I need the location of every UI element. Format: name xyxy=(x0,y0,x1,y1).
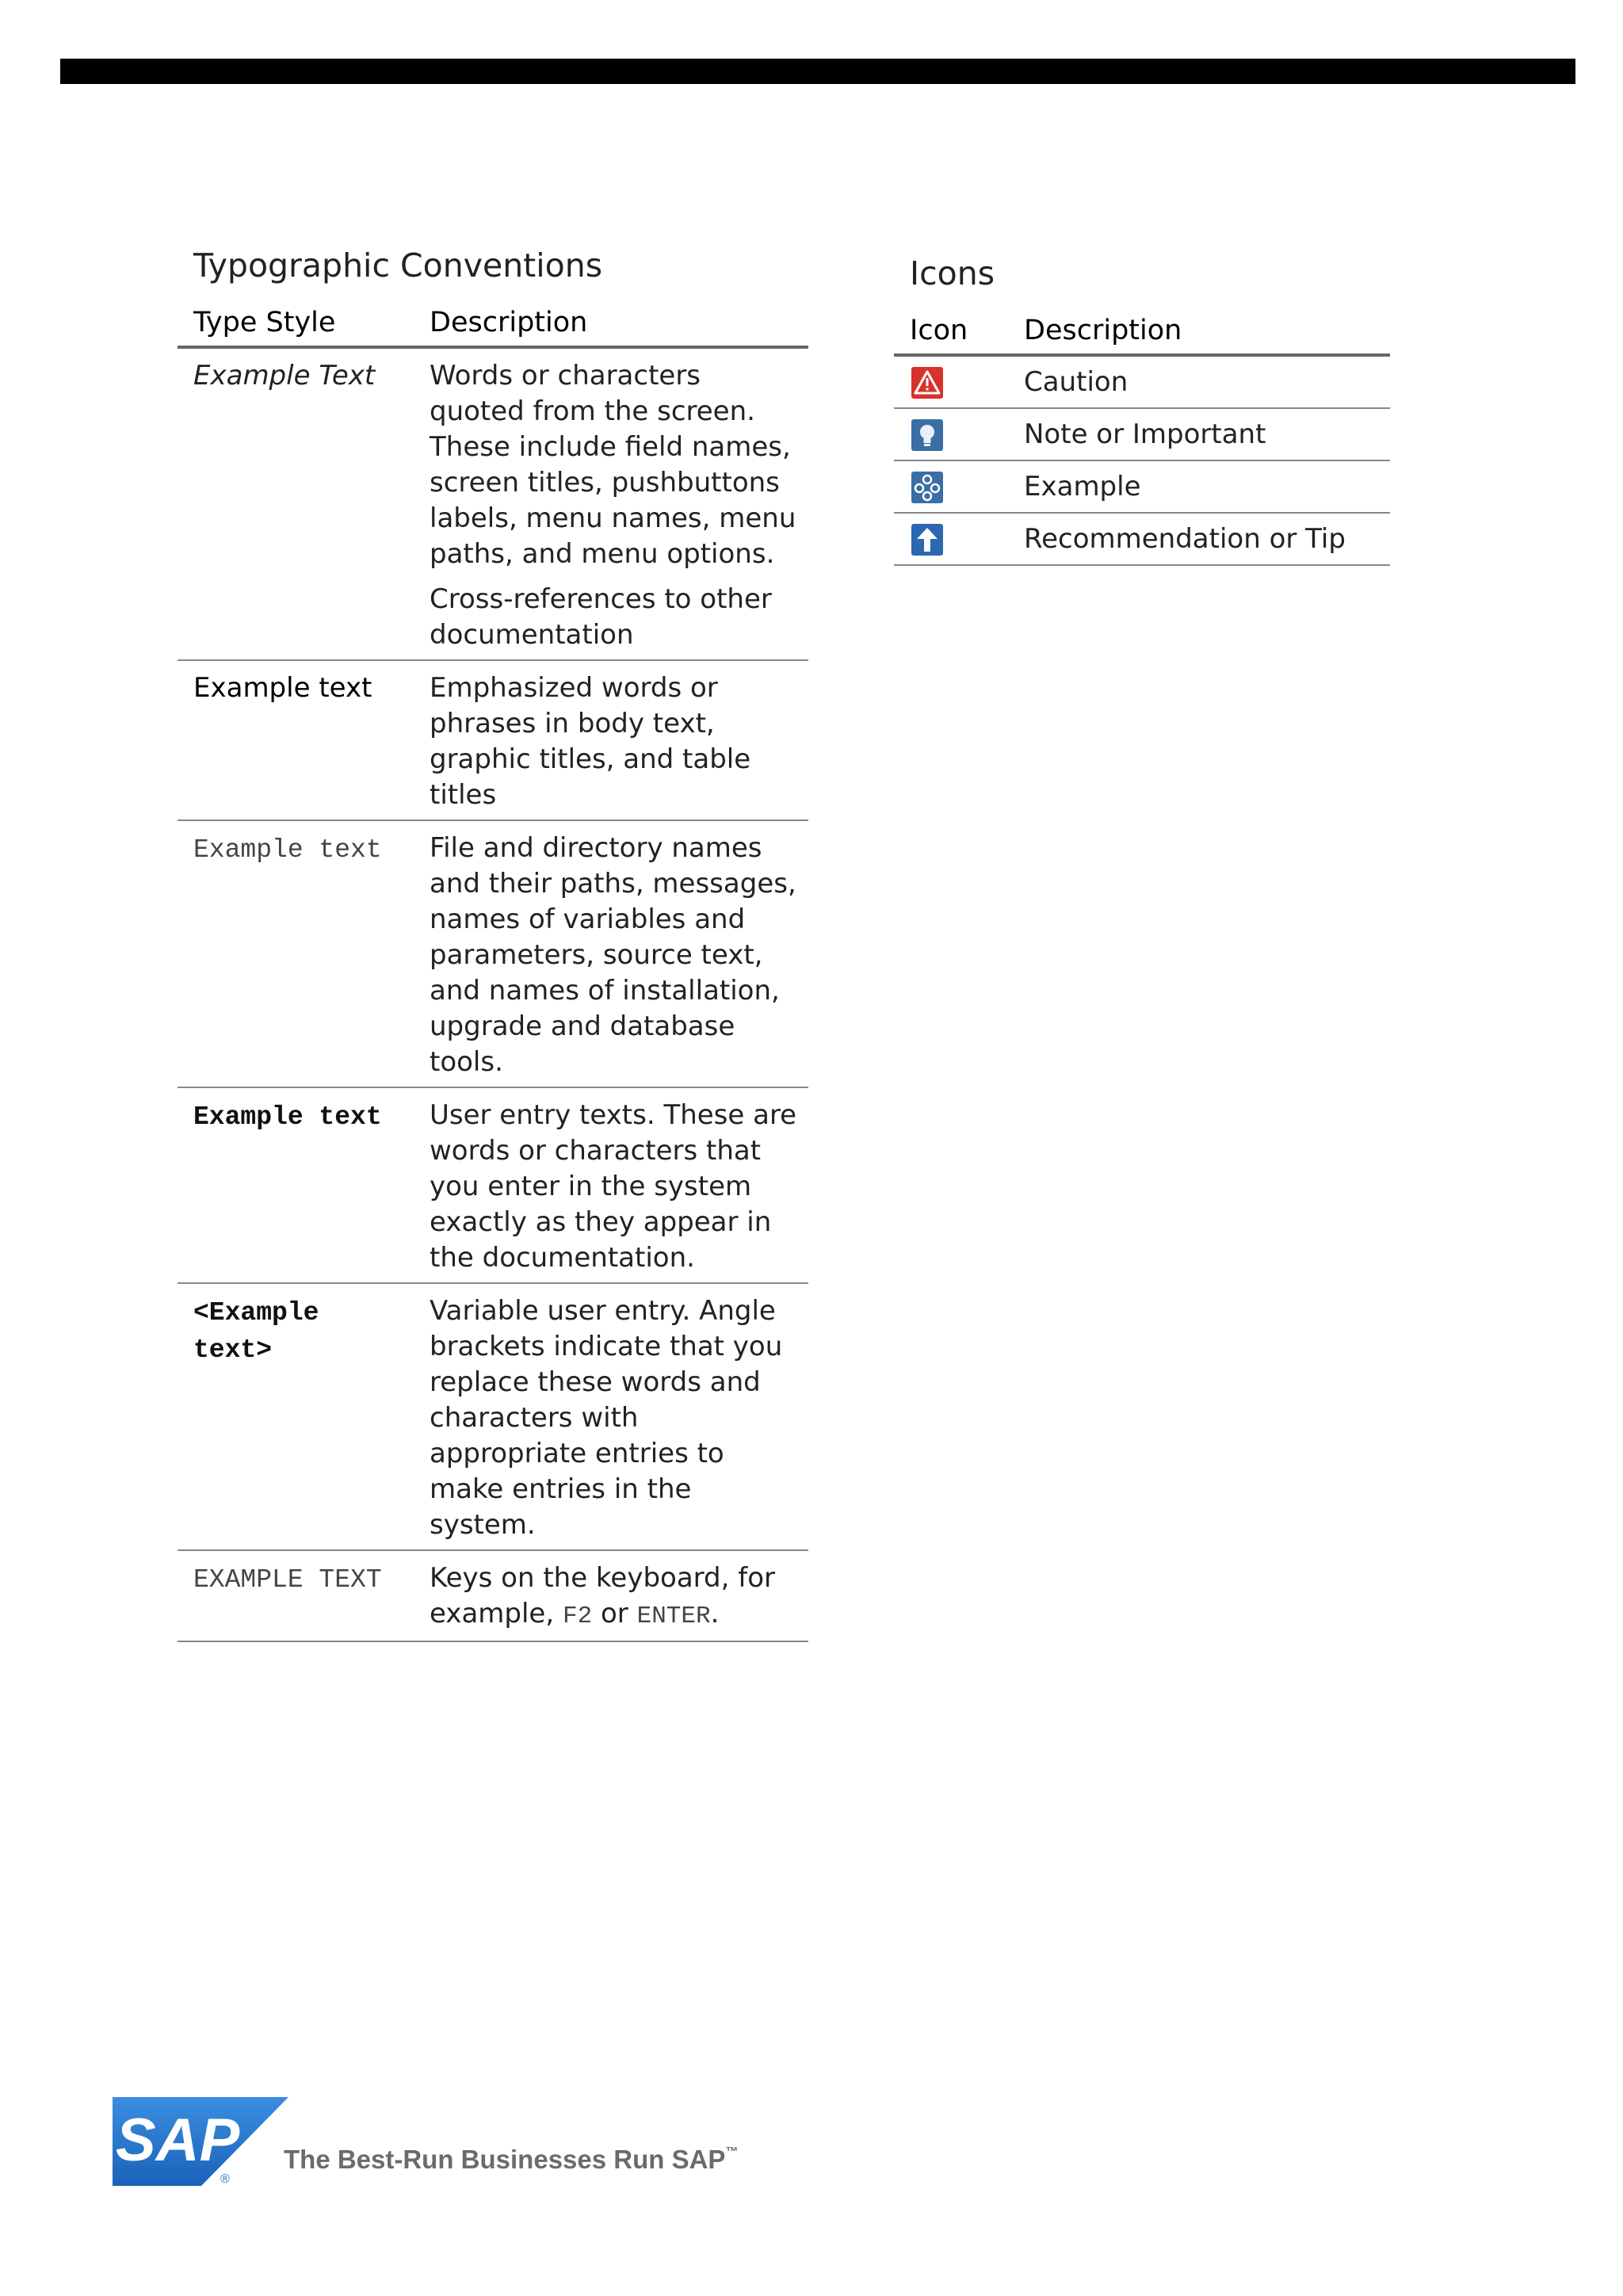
sap-logo-text: SAP xyxy=(116,2107,240,2174)
sample-italic: Example Text xyxy=(193,360,376,392)
type-style-cell xyxy=(178,1283,414,1550)
icon-description: Recommendation or Tip xyxy=(1008,513,1390,565)
sample-keyboard: EXAMPLE TEXT xyxy=(193,1565,382,1595)
description-cell xyxy=(414,1550,808,1641)
column-header-description: Description xyxy=(1008,312,1390,355)
example-icon xyxy=(911,472,943,503)
icon-description: Example xyxy=(1008,460,1390,513)
sample-variable-line1: <Example xyxy=(193,1298,319,1328)
column-header-description: Description xyxy=(414,304,808,347)
icon-cell xyxy=(894,408,1008,460)
description-prefix: Keys on the keyboard, for example, xyxy=(430,1562,775,1629)
trademark-mark: ™ xyxy=(725,2145,739,2159)
description-cell xyxy=(414,347,808,660)
table-row xyxy=(178,1087,808,1283)
table-row xyxy=(178,347,808,660)
icons-title: Icons xyxy=(910,254,995,292)
column-header-icon: Icon xyxy=(894,312,1008,355)
typographic-conventions-table xyxy=(178,304,808,1642)
description-cell xyxy=(414,1283,808,1550)
key-enter: ENTER xyxy=(636,1603,711,1630)
description-text: Cross-references to other documentation xyxy=(430,583,772,651)
registered-mark: ® xyxy=(220,2172,230,2186)
icons-table xyxy=(894,312,1390,566)
sample-monospace-bold: Example text xyxy=(193,1102,382,1132)
table-header-row xyxy=(894,312,1390,355)
sap-logo xyxy=(113,2097,288,2186)
description-end: . xyxy=(710,1598,720,1629)
table-row xyxy=(178,820,808,1087)
icon-cell xyxy=(894,513,1008,565)
description-text: User entry texts. These are words or characters that you enter in the system exactly as they appear in the documentation. xyxy=(430,1099,797,1274)
sample-emphasized: Example text xyxy=(193,672,372,704)
tagline-text: The Best-Run Businesses Run SAP xyxy=(284,2145,726,2174)
column-header-type-style: Type Style xyxy=(178,304,414,347)
caution-icon xyxy=(911,367,943,399)
table-row xyxy=(894,460,1390,513)
description-cell xyxy=(414,820,808,1087)
typographic-conventions-section xyxy=(178,244,808,1642)
type-style-cell xyxy=(178,1550,414,1641)
icon-cell xyxy=(894,355,1008,408)
description-text: Variable user entry. Angle brackets indicate that you replace these words and characters with appropriate entries to make entries in the system. xyxy=(430,1295,783,1541)
table-row xyxy=(894,513,1390,565)
type-style-cell xyxy=(178,1087,414,1283)
table-row xyxy=(178,1550,808,1641)
type-style-cell xyxy=(178,660,414,820)
sap-footer xyxy=(113,2097,762,2192)
description-text: Words or characters quoted from the screen. These include field names, screen titles, pushbuttons labels, menu names, menu paths, and menu options. xyxy=(430,360,796,570)
table-row xyxy=(178,660,808,820)
table-row xyxy=(894,355,1390,408)
type-style-cell xyxy=(178,347,414,660)
table-header-row xyxy=(178,304,808,347)
description-text: Emphasized words or phrases in body text, graphic titles, and table titles xyxy=(430,672,751,811)
sample-monospace: Example text xyxy=(193,835,382,865)
icons-section xyxy=(894,252,1390,566)
arrow-up-icon xyxy=(911,524,943,556)
sample-variable-line2: text> xyxy=(193,1335,273,1365)
description-or: or xyxy=(592,1598,637,1629)
description-cell xyxy=(414,660,808,820)
table-row xyxy=(178,1283,808,1550)
description-text: File and directory names and their paths, messages, names of variables and parameters, source text, and names of installation, upgrade and database tools. xyxy=(430,832,796,1078)
table-row xyxy=(894,408,1390,460)
type-style-cell xyxy=(178,820,414,1087)
icon-description: Caution xyxy=(1008,355,1390,408)
top-rule xyxy=(60,59,1575,84)
icon-description: Note or Important xyxy=(1008,408,1390,460)
icon-cell xyxy=(894,460,1008,513)
description-text xyxy=(430,1561,800,1634)
sap-tagline xyxy=(284,2145,738,2175)
lightbulb-icon xyxy=(911,419,943,451)
key-f2: F2 xyxy=(562,1603,593,1630)
typographic-conventions-title: Typographic Conventions xyxy=(193,246,603,285)
description-cell xyxy=(414,1087,808,1283)
